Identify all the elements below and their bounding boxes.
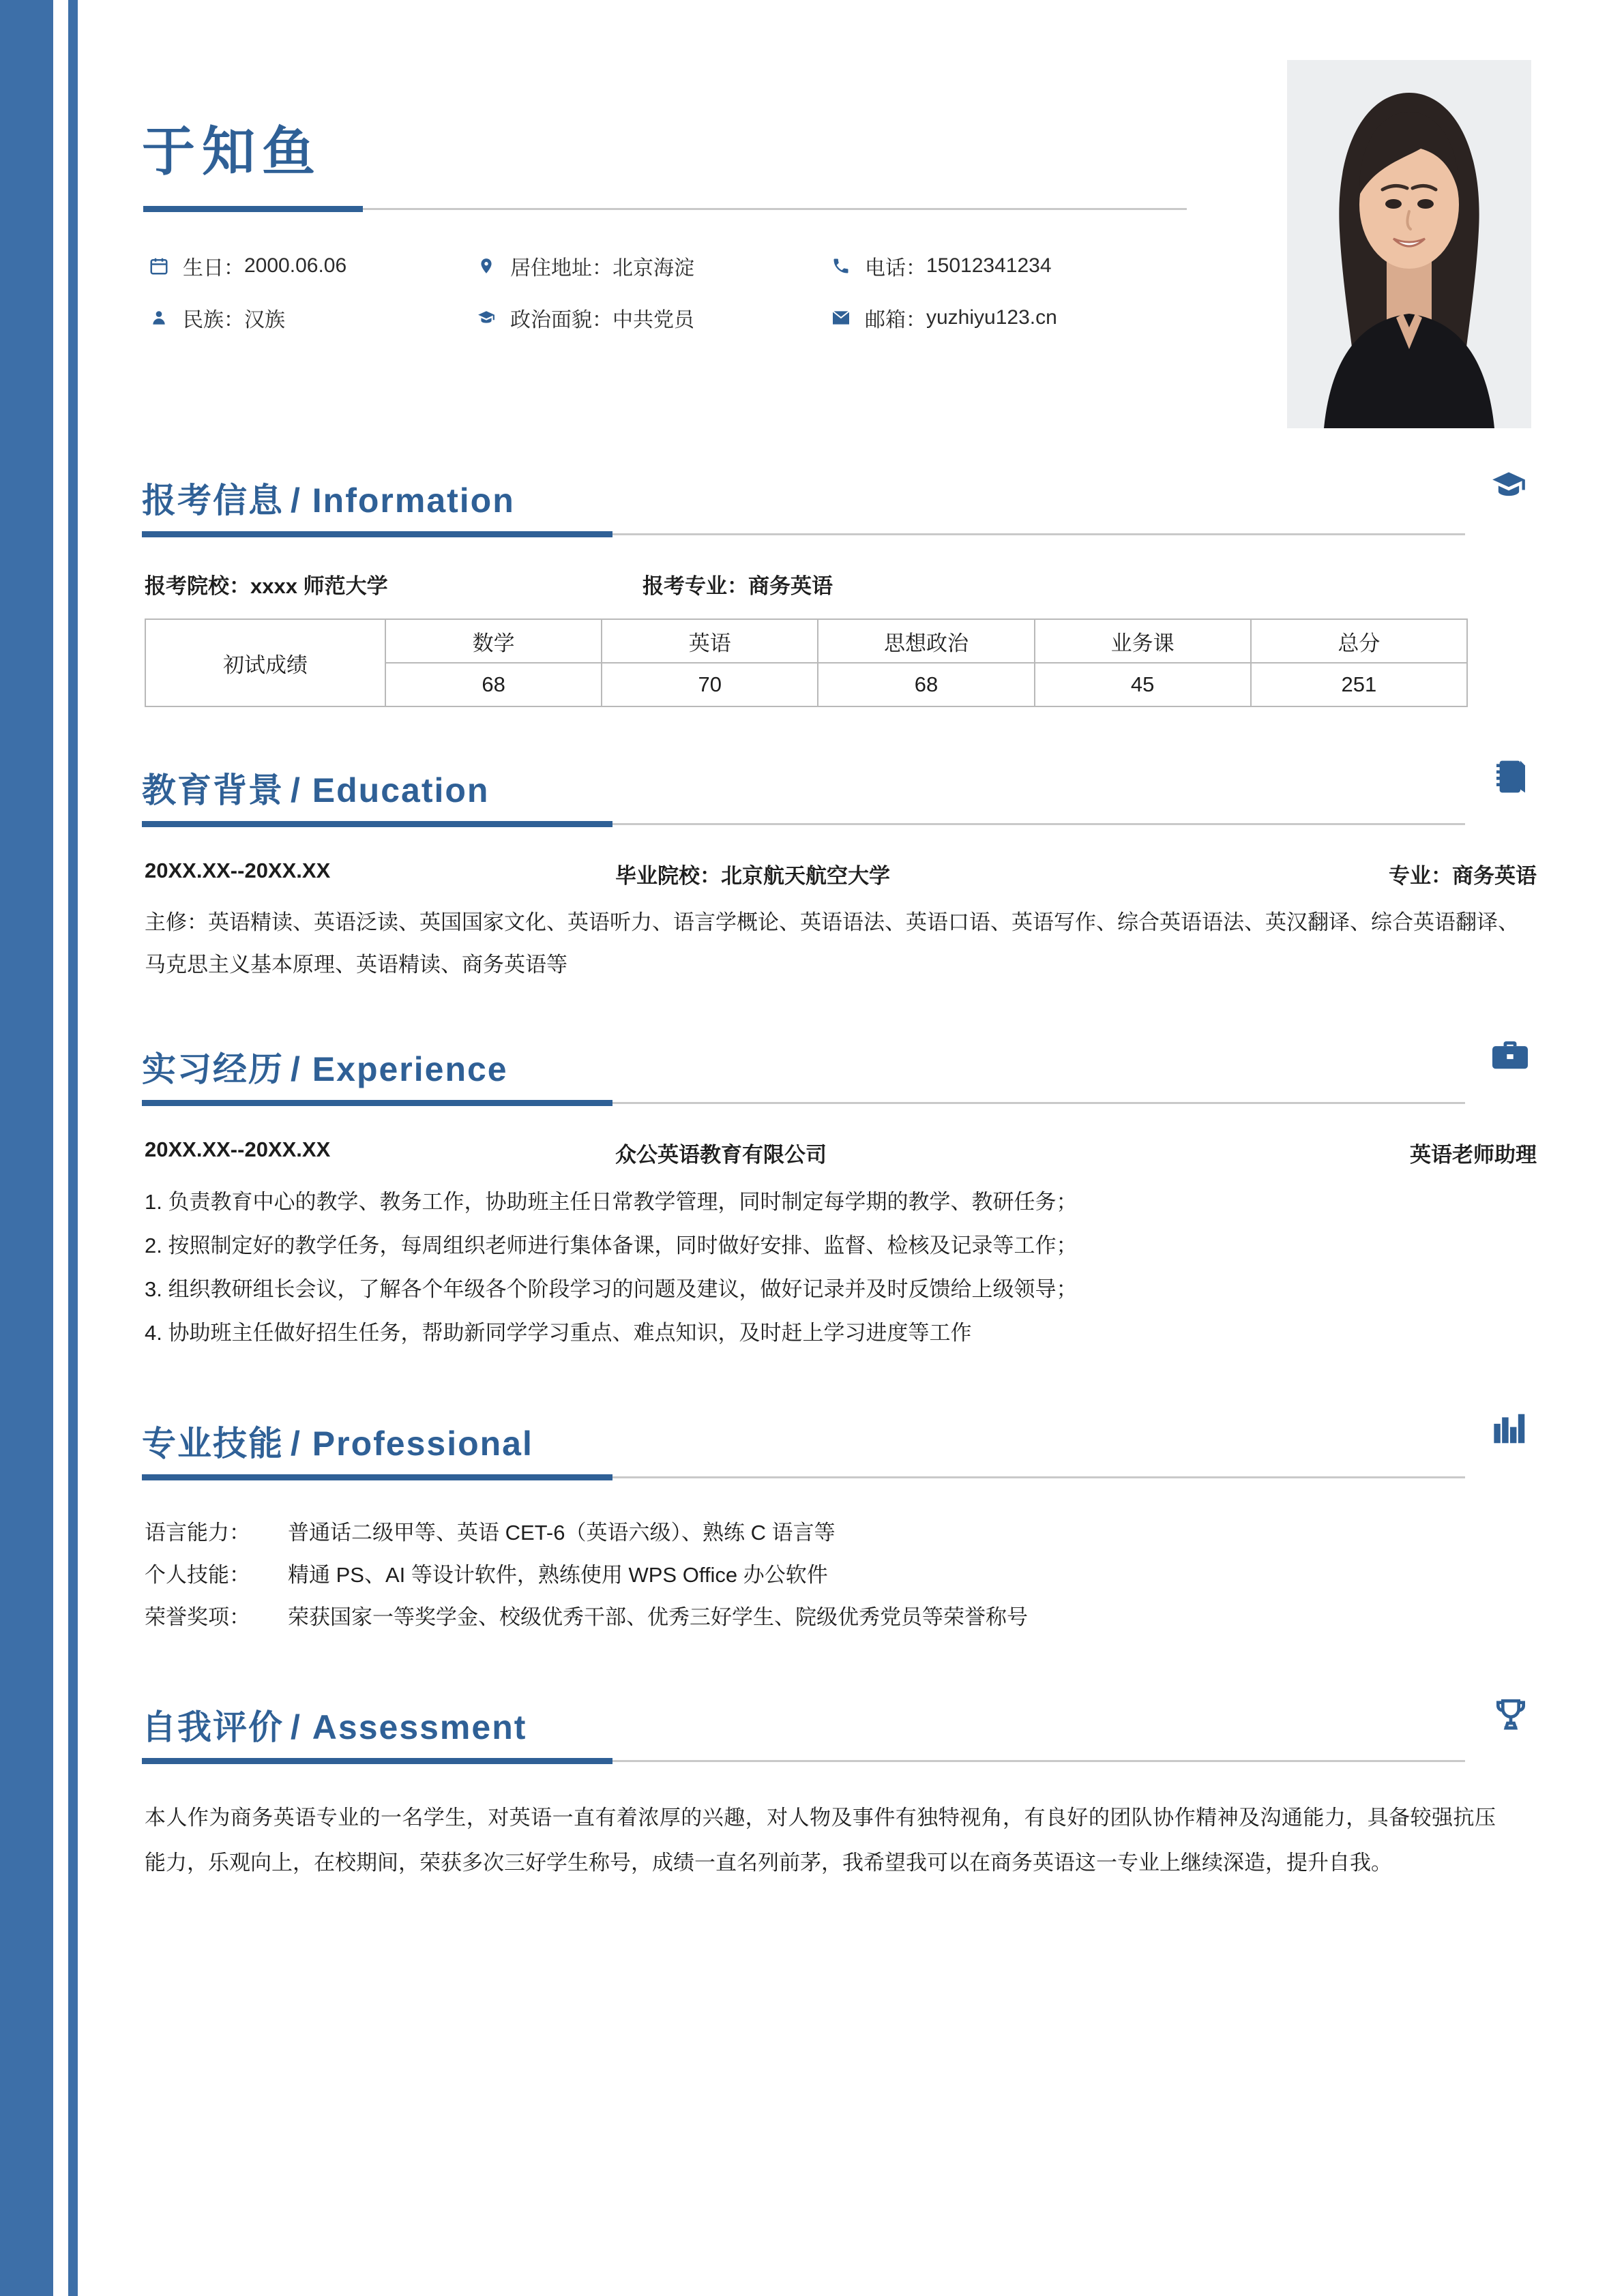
section-professional-header <box>142 1414 1584 1494</box>
resume-content <box>142 0 1584 2296</box>
contact-address-label: 居住地址： <box>510 257 612 280</box>
section-experience-body <box>142 1120 1584 1355</box>
notebook-icon <box>1492 758 1530 799</box>
skill-row-awards <box>145 1596 1537 1639</box>
score-value-cell: 45 <box>1035 663 1251 706</box>
section-experience-header <box>142 1039 1584 1120</box>
person-icon <box>146 308 172 327</box>
section-information-title-en: / Information <box>291 481 515 520</box>
section-information-title <box>142 473 515 522</box>
education-major-label: 专业： <box>1389 864 1452 888</box>
section-experience-title-cn: 实习经历 <box>142 1050 284 1088</box>
contact-phone-value: 15012341234 <box>926 254 1052 277</box>
score-value-cell: 68 <box>385 663 602 706</box>
education-school-label: 毕业院校： <box>615 864 721 888</box>
contact-info-row <box>146 303 1183 333</box>
experience-role: 英语老师助理 <box>1410 1143 1537 1167</box>
contact-info-row <box>146 251 1183 281</box>
score-value-cell: 70 <box>602 663 818 706</box>
list-item: 3. 组织教研组长会议，了解各个年级各个阶段学习的问题及建议，做好记录并及时反馈给上级领导； <box>145 1277 1078 1301</box>
education-entry-header <box>145 859 1537 889</box>
skill-label: 语言能力： <box>145 1521 250 1545</box>
contact-info-grid <box>146 251 1183 355</box>
contact-email-value: yuzhiyu123.cn <box>926 306 1057 329</box>
contact-ethnicity-label: 民族： <box>183 309 244 331</box>
header-divider-accent <box>143 206 363 212</box>
section-education-header <box>142 760 1584 841</box>
apply-major <box>643 569 833 599</box>
apply-line <box>145 569 1537 599</box>
education-courses: 主修：英语精读、英语泛读、英国国家文化、英语听力、语言学概论、英语语法、英语口语、英语写作、综合英语语法、英汉翻译、综合英语翻译、马克思主义基本原理、英语精读、商务英语等 <box>145 910 1519 976</box>
section-experience-title <box>142 1042 508 1091</box>
section-professional-title-cn: 专业技能 <box>142 1425 284 1463</box>
apply-school-label: 报考院校： <box>145 574 250 598</box>
contact-political-status-label: 政治面貌： <box>510 309 612 331</box>
trophy-icon <box>1492 1695 1530 1736</box>
score-row-label: 初试成绩 <box>145 619 385 706</box>
contact-birthday-value: 2000.06.06 <box>244 254 347 277</box>
section-divider-accent <box>142 1474 612 1480</box>
section-education <box>142 760 1584 986</box>
left-accent-bar-inner <box>68 0 78 2296</box>
section-information-body <box>142 551 1584 707</box>
education-major <box>1154 859 1537 889</box>
section-professional <box>142 1414 1584 1639</box>
contact-birthday-label: 生日： <box>183 257 244 280</box>
section-information-header <box>142 471 1584 551</box>
graduation-cap-icon <box>473 309 499 327</box>
section-information-title-cn: 报考信息 <box>142 481 284 520</box>
skill-value: 精通 PS、AI 等设计软件，熟练使用 WPS Office 办公软件 <box>288 1563 828 1587</box>
contact-political-status <box>473 303 828 333</box>
phone-icon <box>828 256 854 275</box>
contact-ethnicity <box>146 303 473 333</box>
assessment-text: 本人作为商务英语专业的一名学生，对英语一直有着浓厚的兴趣，对人物及事件有独特视角，有良好的团队协作精神及沟通能力，具备较强抗压能力，乐观向上，在校期间，荣获多次三好学生称号，成绩一直名列前茅，我希望我可以在商务英语这一专业上继续深造，提升自我。 <box>145 1806 1496 1875</box>
section-professional-title <box>142 1416 533 1465</box>
contact-phone-label: 电话： <box>865 257 926 280</box>
avatar <box>1287 60 1531 428</box>
books-icon <box>1490 1411 1530 1450</box>
education-school-value: 北京航天航空大学 <box>721 864 890 888</box>
section-experience-title-en: / Experience <box>291 1050 508 1088</box>
apply-school-value: xxxx 师范大学 <box>250 574 388 598</box>
section-divider-accent <box>142 1100 612 1106</box>
score-value-cell: 68 <box>818 663 1034 706</box>
score-header-cell: 业务课 <box>1035 619 1251 663</box>
section-assessment-body <box>142 1778 1584 1885</box>
contact-address-value: 北京海淀 <box>612 257 694 280</box>
location-pin-icon <box>473 256 499 276</box>
section-education-title-cn: 教育背景 <box>142 771 284 809</box>
skill-row-personal <box>145 1554 1537 1596</box>
education-school <box>615 859 1154 889</box>
contact-political-status-value: 中共党员 <box>612 309 694 331</box>
section-education-title-en: / Education <box>291 771 490 809</box>
education-date: 20XX.XX--20XX.XX <box>145 859 331 882</box>
section-assessment-header <box>142 1697 1584 1778</box>
score-header-cell: 数学 <box>385 619 602 663</box>
score-header-cell: 思想政治 <box>818 619 1034 663</box>
section-assessment-title-en: / Assessment <box>291 1708 527 1746</box>
list-item: 4. 协助班主任做好招生任务，帮助新同学学习重点、难点知识，及时赶上学习进度等工作 <box>145 1321 972 1345</box>
skill-label: 个人技能： <box>145 1563 250 1587</box>
list-item: 1. 负责教育中心的教学、教务工作，协助班主任日常教学管理，同时制定每学期的教学、教研任务； <box>145 1190 1078 1214</box>
score-header-cell: 总分 <box>1251 619 1467 663</box>
experience-company: 众公英语教育有限公司 <box>615 1143 827 1167</box>
contact-email-label: 邮箱： <box>865 309 926 331</box>
experience-bullets <box>145 1180 1537 1355</box>
calendar-icon <box>146 256 172 276</box>
resume-header <box>142 0 1584 430</box>
section-assessment-title <box>142 1700 527 1749</box>
section-information <box>142 471 1584 707</box>
skill-label: 荣誉奖项： <box>145 1605 250 1629</box>
left-accent-bar-outer <box>0 0 53 2296</box>
apply-school <box>145 569 643 599</box>
graduation-cap-icon <box>1488 468 1530 507</box>
section-divider-accent <box>142 821 612 827</box>
briefcase-icon <box>1490 1037 1530 1075</box>
education-major-value: 商务英语 <box>1452 864 1537 888</box>
skill-value: 普通话二级甲等、英语 CET-6（英语六级）、熟练 C 语言等 <box>288 1521 836 1545</box>
skill-row-language <box>145 1512 1537 1554</box>
score-value-cell: 251 <box>1251 663 1467 706</box>
section-experience <box>142 1039 1584 1355</box>
contact-email <box>828 303 1183 333</box>
envelope-icon <box>828 310 854 326</box>
apply-major-value: 商务英语 <box>748 574 833 598</box>
experience-date: 20XX.XX--20XX.XX <box>145 1137 331 1161</box>
section-assessment-title-cn: 自我评价 <box>142 1708 284 1746</box>
section-education-title <box>142 763 489 812</box>
candidate-name: 于知鱼 <box>142 121 323 181</box>
list-item: 2. 按照制定好的教学任务，每周组织老师进行集体备课，同时做好安排、监督、检核及记录等工作； <box>145 1234 1078 1257</box>
section-professional-body <box>142 1494 1584 1639</box>
apply-major-label: 报考专业： <box>643 574 748 598</box>
section-divider-accent <box>142 1758 612 1764</box>
score-table <box>145 618 1468 707</box>
experience-entry-header <box>145 1137 1537 1168</box>
section-professional-title-en: / Professional <box>291 1425 533 1463</box>
section-divider-accent <box>142 531 612 537</box>
contact-birthday <box>146 251 473 281</box>
contact-ethnicity-value: 汉族 <box>244 309 285 331</box>
contact-phone <box>828 251 1183 281</box>
section-assessment <box>142 1697 1584 1885</box>
section-education-body <box>142 841 1584 986</box>
score-header-cell: 英语 <box>602 619 818 663</box>
table-row-header <box>145 619 1467 663</box>
contact-address <box>473 251 828 281</box>
skill-value: 荣获国家一等奖学金、校级优秀干部、优秀三好学生、院级优秀党员等荣誉称号 <box>288 1605 1028 1629</box>
